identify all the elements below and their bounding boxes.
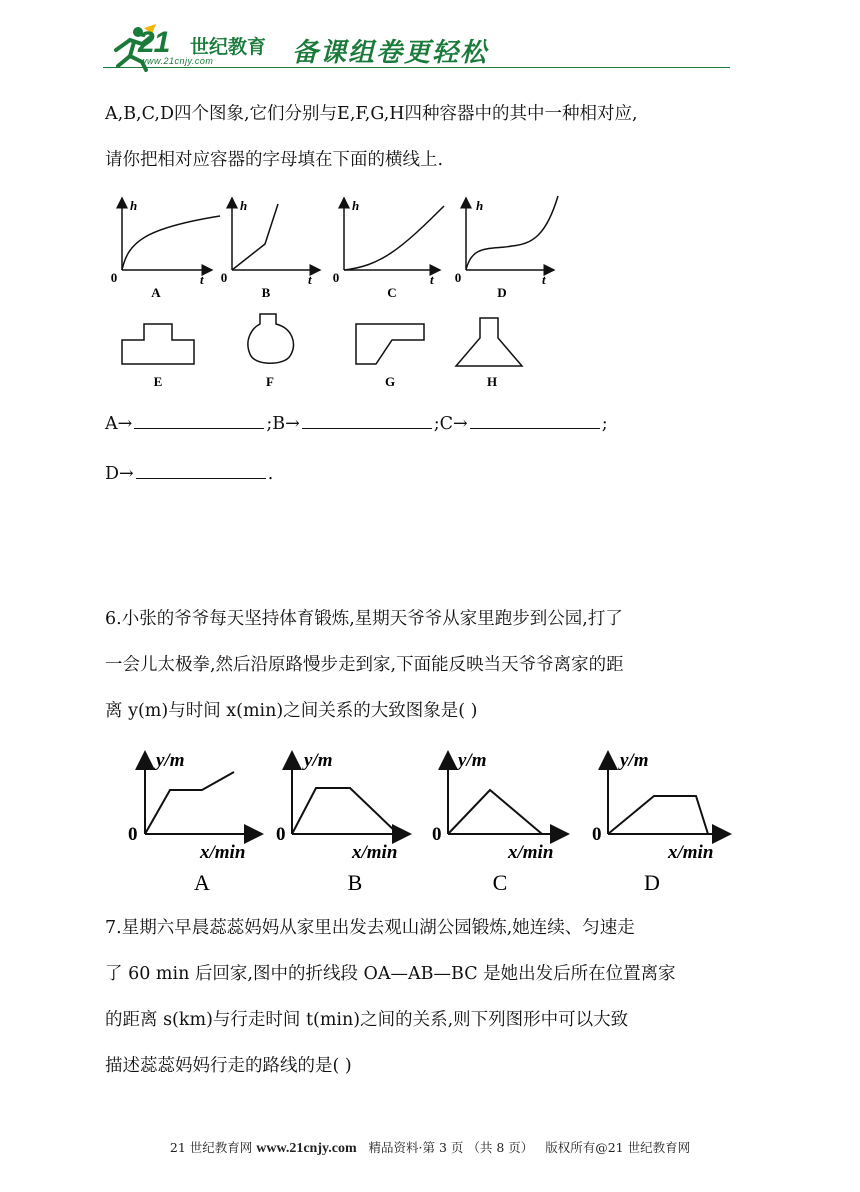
graph-d-ylabel: h (476, 198, 484, 213)
container-e (122, 324, 194, 389)
q7-line2: 了 60 min 后回家,图中的折线段 OA—AB—BC 是她出发后所在位置离家 (105, 964, 676, 984)
graph-a-origin: 0 (110, 270, 118, 285)
q6-line2: 一会儿太极拳,然后沿原路慢步走到家,下面能反映当天爷爷离家的距 (105, 655, 624, 675)
answer-row1-end: ; (601, 414, 608, 434)
container-h (456, 318, 522, 389)
q6-option-b (276, 750, 410, 895)
logo-url: www.21cnjy.com (140, 56, 214, 66)
q6-b-label: B (347, 870, 363, 895)
graph-b (221, 198, 320, 300)
answer-b-blank[interactable] (302, 406, 432, 429)
q6-c-ylabel: y/m (458, 750, 487, 771)
answer-d-blank[interactable] (136, 456, 266, 479)
graph-b-xlabel: t (308, 272, 312, 287)
q6-d-label: D (644, 870, 660, 895)
graph-c-origin: 0 (332, 270, 340, 285)
graph-a-xlabel: t (200, 272, 204, 287)
answer-c-prefix: ;C→ (433, 414, 468, 434)
q6-option-c (432, 750, 568, 895)
logo-text: 世纪教育 (190, 36, 267, 58)
graph-c-xlabel: t (430, 272, 434, 287)
graph-b-label: B (261, 285, 271, 300)
page-footer (0, 1138, 860, 1157)
container-e-label: E (153, 374, 163, 389)
container-h-label: H (486, 374, 498, 389)
graph-b-ylabel: h (240, 198, 248, 213)
q5-line1: A,B,C,D四个图象,它们分别与E,F,G,H四种容器中的其中一种相对应, (105, 104, 638, 124)
answer-row2-end: . (267, 464, 274, 484)
q7-line4: 描述蕊蕊妈妈行走的路线的是( ) (105, 1056, 352, 1076)
logo-number: 21 (138, 26, 170, 59)
q6-a-label: A (194, 870, 210, 895)
container-g-label: G (384, 374, 396, 389)
container-f-label: F (266, 374, 274, 389)
q7-line1: 7.星期六早晨蕊蕊妈妈从家里出发去观山湖公园锻炼,她连续、匀速走 (105, 918, 635, 938)
q6-option-d (592, 750, 730, 895)
footer-page-info: 精品资料·第 3 页 （共 8 页） (368, 1140, 534, 1155)
graph-d (455, 196, 558, 300)
graph-a (111, 198, 220, 300)
q6-b-xlabel: x/min (352, 842, 398, 863)
graph-a-ylabel: h (130, 198, 138, 213)
q5-containers (100, 310, 560, 395)
graph-c (333, 198, 444, 300)
header-divider (103, 67, 730, 68)
q5-answers-row1 (105, 402, 765, 446)
q7-line3: 的距离 s(km)与行走时间 t(min)之间的关系,则下列图形中可以大致 (105, 1010, 629, 1030)
header-slogan: 备课组卷更轻松 (292, 38, 489, 68)
graph-a-label: A (151, 285, 161, 300)
q6-line1: 6.小张的爷爷每天坚持体育锻炼,星期天爷爷从家里跑步到公园,打了 (105, 609, 623, 629)
q6-c-xlabel: x/min (508, 842, 554, 863)
graph-b-origin: 0 (220, 270, 228, 285)
q6-d-xlabel: x/min (668, 842, 714, 863)
q6-option-a (128, 750, 262, 895)
q6-a-origin: 0 (128, 824, 138, 845)
container-f (248, 314, 294, 389)
answer-a-prefix: A→ (105, 414, 133, 434)
q6-d-ylabel: y/m (620, 750, 649, 771)
q6-b-origin: 0 (276, 824, 286, 845)
answer-c-blank[interactable] (470, 406, 600, 429)
q6-a-ylabel: y/m (156, 750, 185, 771)
graph-d-label: D (497, 285, 507, 300)
q6-c-origin: 0 (432, 824, 442, 845)
footer-url[interactable]: www.21cnjy.com (256, 1141, 357, 1156)
answer-a-blank[interactable] (134, 406, 264, 429)
container-g (356, 324, 424, 389)
answer-b-prefix: ;B→ (266, 414, 300, 434)
footer-rights: 版权所有@21 世纪教育网 (545, 1140, 691, 1155)
q6-options (110, 740, 740, 900)
q5-answers-row2 (105, 452, 765, 496)
q5-line2: 请你把相对应容器的字母填在下面的横线上. (105, 150, 444, 170)
q6-a-xlabel: x/min (200, 842, 246, 863)
graph-d-origin: 0 (454, 270, 462, 285)
q6-d-origin: 0 (592, 824, 602, 845)
answer-d-prefix: D→ (105, 464, 134, 484)
graph-c-ylabel: h (352, 198, 360, 213)
q6-b-ylabel: y/m (304, 750, 333, 771)
graph-c-label: C (387, 285, 397, 300)
q5-graphs (100, 192, 570, 302)
q6-line3: 离 y(m)与时间 x(min)之间关系的大致图象是( ) (105, 701, 478, 721)
q6-c-label: C (492, 870, 508, 895)
footer-site: 21 世纪教育网 (169, 1140, 253, 1155)
graph-d-xlabel: t (542, 272, 546, 287)
